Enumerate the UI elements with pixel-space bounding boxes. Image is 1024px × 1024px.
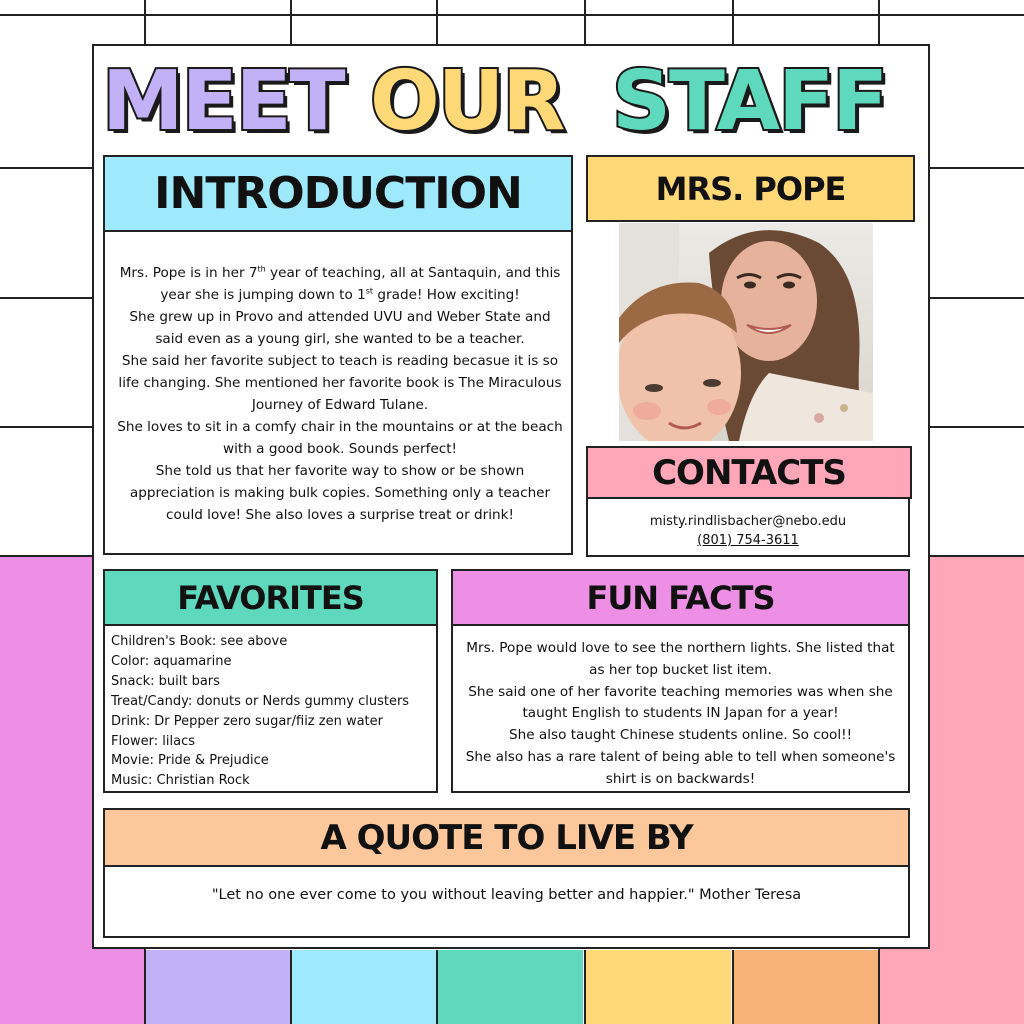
intro-paragraph-3: She said her favorite subject to teach is reading becasue it is so life changing. She mentioned her favorite book is The Miraculous Journey of Edward Tulane.	[118, 353, 562, 413]
bg-strip-orange	[733, 950, 879, 1024]
teacher-name-heading: MRS. POPE	[586, 155, 915, 222]
fun-fact-2: She said one of her favorite teaching memories was when she taught English to students IN Japan for a year!	[468, 683, 893, 722]
quote-panel	[103, 865, 910, 938]
teacher-photo	[619, 223, 873, 441]
favorites-panel	[103, 624, 438, 793]
title-word-meet: MEET	[102, 54, 344, 149]
fun-facts-text	[459, 638, 902, 791]
intro-paragraph-1: Mrs. Pope is in her 7th year of teaching, all at Santaquin, and this year she is jumping down to 1st grade! How exciting!	[119, 264, 561, 303]
page-title	[100, 52, 920, 152]
introduction-heading: INTRODUCTION	[103, 155, 573, 232]
favorite-item: Movie: Pride & Prejudice	[111, 753, 269, 769]
intro-paragraph-2: She grew up in Provo and attended UVU and Weber State and said even as a young girl, she wanted to be a teacher.	[129, 309, 551, 347]
contacts-panel	[586, 497, 910, 557]
bg-strip-yellow	[585, 950, 731, 1024]
bg-strip-sky	[291, 950, 437, 1024]
intro-paragraph-4: She loves to sit in a comfy chair in the mountains or at the beach with a good book. Sounds perfect!	[117, 419, 563, 457]
contact-phone-link[interactable]: (801) 754-3611	[697, 533, 799, 548]
fun-fact-1: Mrs. Pope would love to see the northern lights. She listed that as her top bucket list item.	[466, 640, 895, 678]
title-word-staff: STAFF	[612, 54, 887, 149]
quote-heading: A QUOTE TO LIVE BY	[103, 808, 910, 867]
favorite-item: Flower: lilacs	[111, 733, 196, 749]
contacts-heading: CONTACTS	[586, 446, 912, 499]
favorites-list	[111, 632, 409, 791]
contact-phone-wrap	[588, 533, 908, 548]
favorite-item: Treat/Candy: donuts or Nerds gummy clusters	[111, 693, 410, 709]
introduction-panel	[103, 230, 573, 555]
fun-fact-4: She also has a rare talent of being able to tell when someone's shirt is on backwards!	[465, 748, 896, 787]
favorite-item: Snack: built bars	[111, 673, 220, 689]
title-word-our: OUR	[370, 54, 564, 149]
intro-paragraph-5: She told us that her favorite way to show or be shown appreciation is making bulk copies. Something only a teacher could love! She also loves a surprise treat or drink!	[129, 463, 551, 523]
quote-text: "Let no one ever come to you without leaving better and happier." Mother Teresa	[211, 887, 802, 903]
bg-strip-mint	[437, 950, 583, 1024]
contact-email-link[interactable]: misty.rindlisbacher@nebo.edu	[649, 514, 847, 529]
bg-strip-lavender	[145, 950, 291, 1024]
favorites-heading: FAVORITES	[103, 569, 438, 626]
fun-facts-panel	[451, 624, 910, 793]
favorite-item: Drink: Dr Pepper zero sugar/fiiz zen water	[111, 713, 383, 729]
favorite-item: Music: Christian Rock	[111, 773, 250, 789]
fun-fact-3: She also taught Chinese students online. So cool!!	[508, 727, 853, 744]
favorite-item: Children's Book: see above	[111, 634, 288, 649]
introduction-text	[115, 262, 565, 526]
favorite-item: Color: aquamarine	[111, 653, 232, 669]
fun-facts-heading: FUN FACTS	[451, 569, 910, 626]
